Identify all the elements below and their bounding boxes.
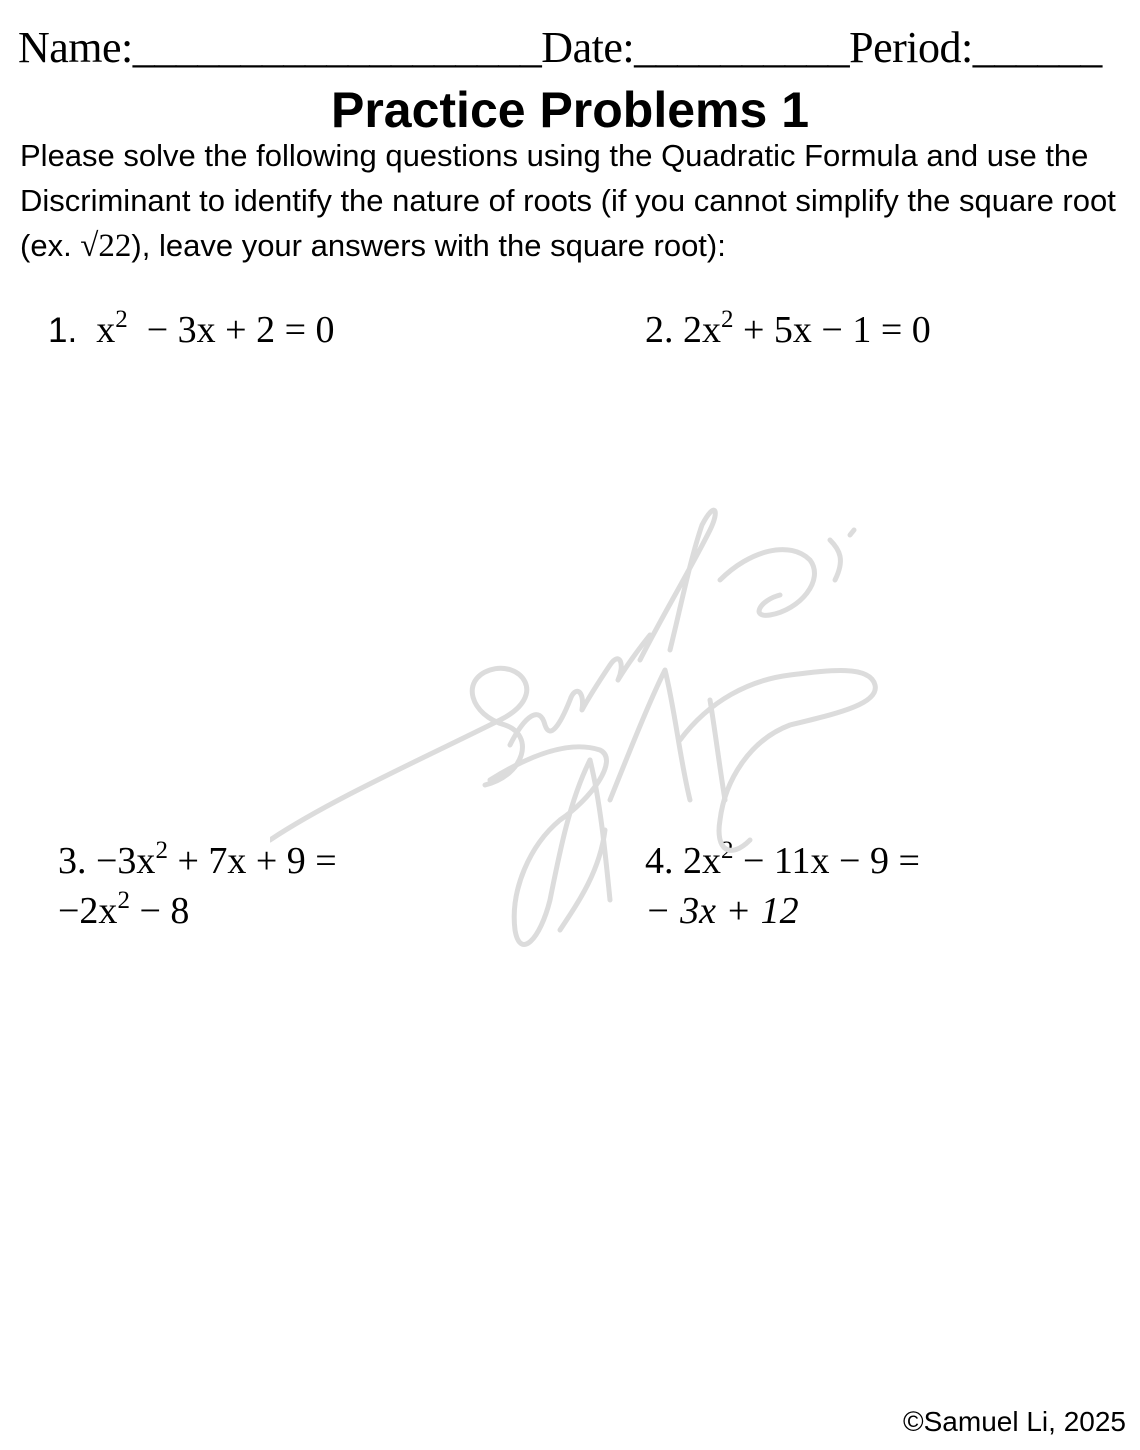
exponent: 2 bbox=[721, 837, 734, 864]
equation-rest: − 11x − 9 = bbox=[733, 840, 920, 882]
sqrt-example: √22 bbox=[80, 228, 132, 264]
equation-rest: − 8 bbox=[129, 890, 190, 932]
exponent: 2 bbox=[155, 837, 168, 864]
problem-2 bbox=[645, 305, 931, 355]
problem-1 bbox=[48, 305, 335, 356]
exponent: 2 bbox=[117, 887, 130, 914]
instructions bbox=[20, 133, 1120, 269]
problem-number: 1. bbox=[48, 311, 78, 350]
page-title: Practice Problems 1 bbox=[330, 82, 810, 138]
equation-term: x bbox=[96, 309, 116, 351]
equation-term: −2x bbox=[58, 890, 118, 932]
period-blank: ______ bbox=[972, 23, 1102, 72]
name-label: Name: bbox=[18, 23, 133, 72]
date-blank: __________ bbox=[634, 23, 850, 72]
equation-term: 2x bbox=[683, 309, 721, 351]
date-label: Date: bbox=[541, 23, 635, 72]
problem-number: 3. bbox=[58, 840, 87, 882]
copyright-footer: ©Samuel Li, 2025 bbox=[903, 1406, 1126, 1437]
instructions-part1: Please solve the following questions using the Quadratic Formula and use the Discriminant to identify the nature of roots (if you cannot simplify the square root (ex. bbox=[20, 138, 1116, 263]
equation-term: 2x bbox=[683, 840, 721, 882]
problem-number: 4. bbox=[645, 840, 674, 882]
exponent: 2 bbox=[721, 306, 734, 333]
equation-line-2: − 3x + 12 bbox=[645, 890, 799, 932]
equation-rest: + 5x − 1 = 0 bbox=[733, 309, 931, 351]
equation-term: −3x bbox=[96, 840, 156, 882]
problem-4 bbox=[645, 836, 920, 936]
problem-number: 2. bbox=[645, 309, 674, 351]
equation-line-2 bbox=[58, 886, 337, 936]
student-info-header bbox=[18, 22, 1102, 74]
equation-line-1 bbox=[58, 836, 337, 886]
name-blank: ___________________ bbox=[132, 23, 542, 72]
exponent: 2 bbox=[115, 306, 128, 333]
equation-line-1 bbox=[645, 836, 920, 886]
problem-3 bbox=[58, 836, 337, 936]
instructions-part2: ), leave your answers with the square root): bbox=[131, 228, 726, 263]
period-label: Period: bbox=[849, 23, 973, 72]
equation-rest: − 3x + 2 = 0 bbox=[137, 309, 335, 351]
equation-rest: + 7x + 9 = bbox=[167, 840, 337, 882]
